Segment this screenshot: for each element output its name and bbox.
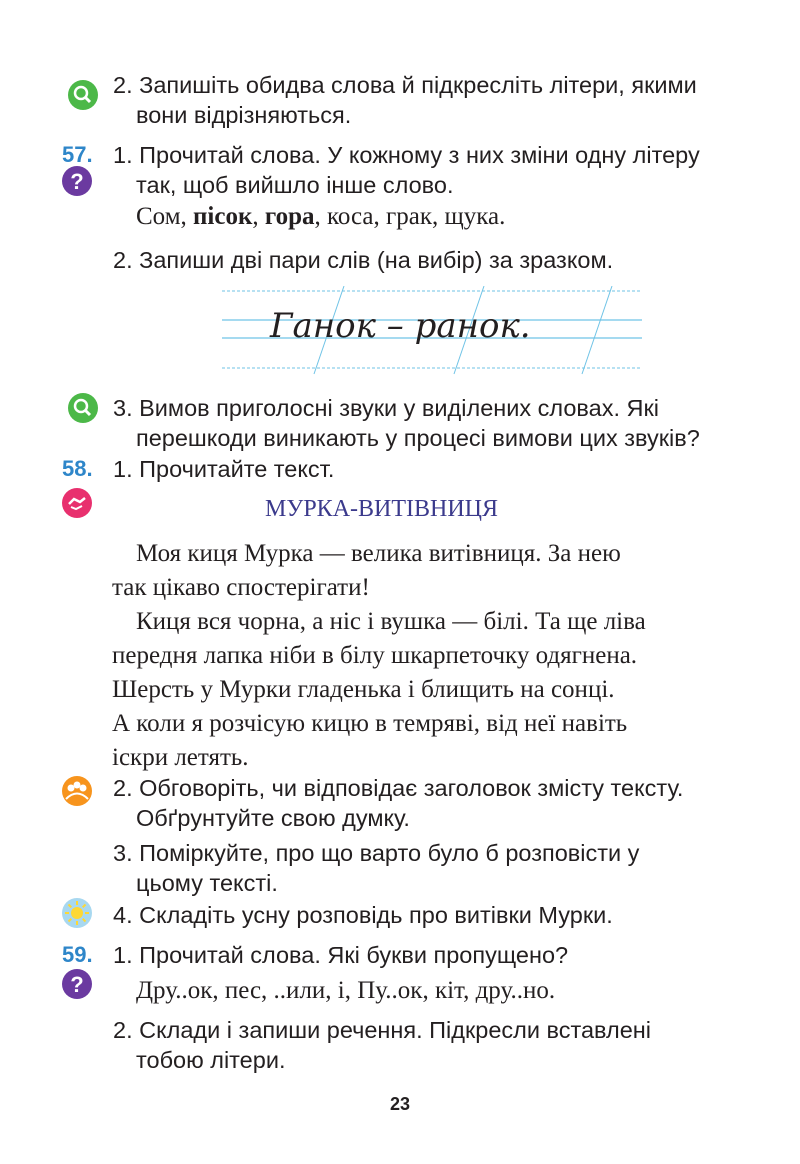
task-line: 3. Поміркуйте, про що варто було б розповісти у <box>113 840 640 866</box>
exercise-number: 57. <box>62 142 93 167</box>
task-line: 1. Прочитайте текст. <box>113 456 335 482</box>
page-number: 23 <box>389 1094 411 1114</box>
task-line: 2. Склади і запиши речення. Підкресли вставлені <box>113 1017 651 1043</box>
task-line: перешкоди виникають у процесі вимови цих звуків? <box>136 425 700 451</box>
task-line: 2. Запишіть обидва слова й підкресліть літери, якими <box>113 72 697 98</box>
text-line: передня лапка ніби в білу шкарпеточку одягнена. <box>112 642 638 669</box>
task-line: 1. Прочитай слова. У кожному з них зміни одну літеру <box>113 142 700 168</box>
task-line: Обґрунтуйте свою думку. <box>136 805 410 831</box>
task-line: 3. Вимов приголосні звуки у виділених словах. Які <box>113 395 660 421</box>
search-icon <box>68 393 98 423</box>
question-icon <box>62 166 92 196</box>
word: , <box>252 203 265 230</box>
word: , коса, грак, щука. <box>314 203 506 230</box>
text-line: Моя киця Мурка — велика витівниця. За нею <box>136 540 621 567</box>
question-icon <box>62 969 92 999</box>
handshake-icon <box>62 488 92 518</box>
task-line: так, щоб вийшло інше слово. <box>136 172 454 198</box>
group-icon <box>62 776 92 806</box>
word: Сом, <box>136 203 194 230</box>
word-list <box>136 203 505 231</box>
highlighted-word: пісок <box>193 203 253 230</box>
highlighted-word: гора <box>264 203 315 230</box>
handwriting-sample <box>222 286 642 376</box>
task-line: 2. Запиши дві пари слів (на вибір) за зразком. <box>113 247 614 273</box>
task-line: тобою літери. <box>136 1047 286 1073</box>
task-line: вони відрізняються. <box>136 102 352 128</box>
exercise-number: 58. <box>62 456 93 481</box>
text-line: А коли я розчісую кицю в темряві, від неї навіть <box>112 710 628 737</box>
exercise-number: 59. <box>62 942 93 967</box>
text-line: іскри летять. <box>112 744 249 771</box>
text-title: МУРКА-ВИТІВНИЦЯ <box>265 496 499 522</box>
text-line: Шерсть у Мурки гладенька і блищить на сонці. <box>112 676 615 703</box>
text-line: так цікаво спостерігати! <box>112 574 370 601</box>
search-icon <box>68 80 98 110</box>
task-line: 1. Прочитай слова. Які букви пропущено? <box>113 942 569 968</box>
text-line: Киця вся чорна, а ніс і вушка — білі. Та ще ліва <box>136 608 646 635</box>
task-line: 2. Обговоріть, чи відповідає заголовок змісту тексту. <box>113 775 684 801</box>
task-line: цьому тексті. <box>136 870 278 896</box>
svg-text:?: ? <box>70 169 84 194</box>
word-list: Дру..ок, пес, ..или, і, Пу..ок, кіт, дру..но. <box>136 977 556 1004</box>
svg-text:?: ? <box>70 972 84 997</box>
task-line: 4. Складіть усну розповідь про витівки Мурки. <box>113 902 613 928</box>
handwriting-text: Ганок – ранок. <box>270 306 531 346</box>
sun-icon <box>62 898 92 928</box>
